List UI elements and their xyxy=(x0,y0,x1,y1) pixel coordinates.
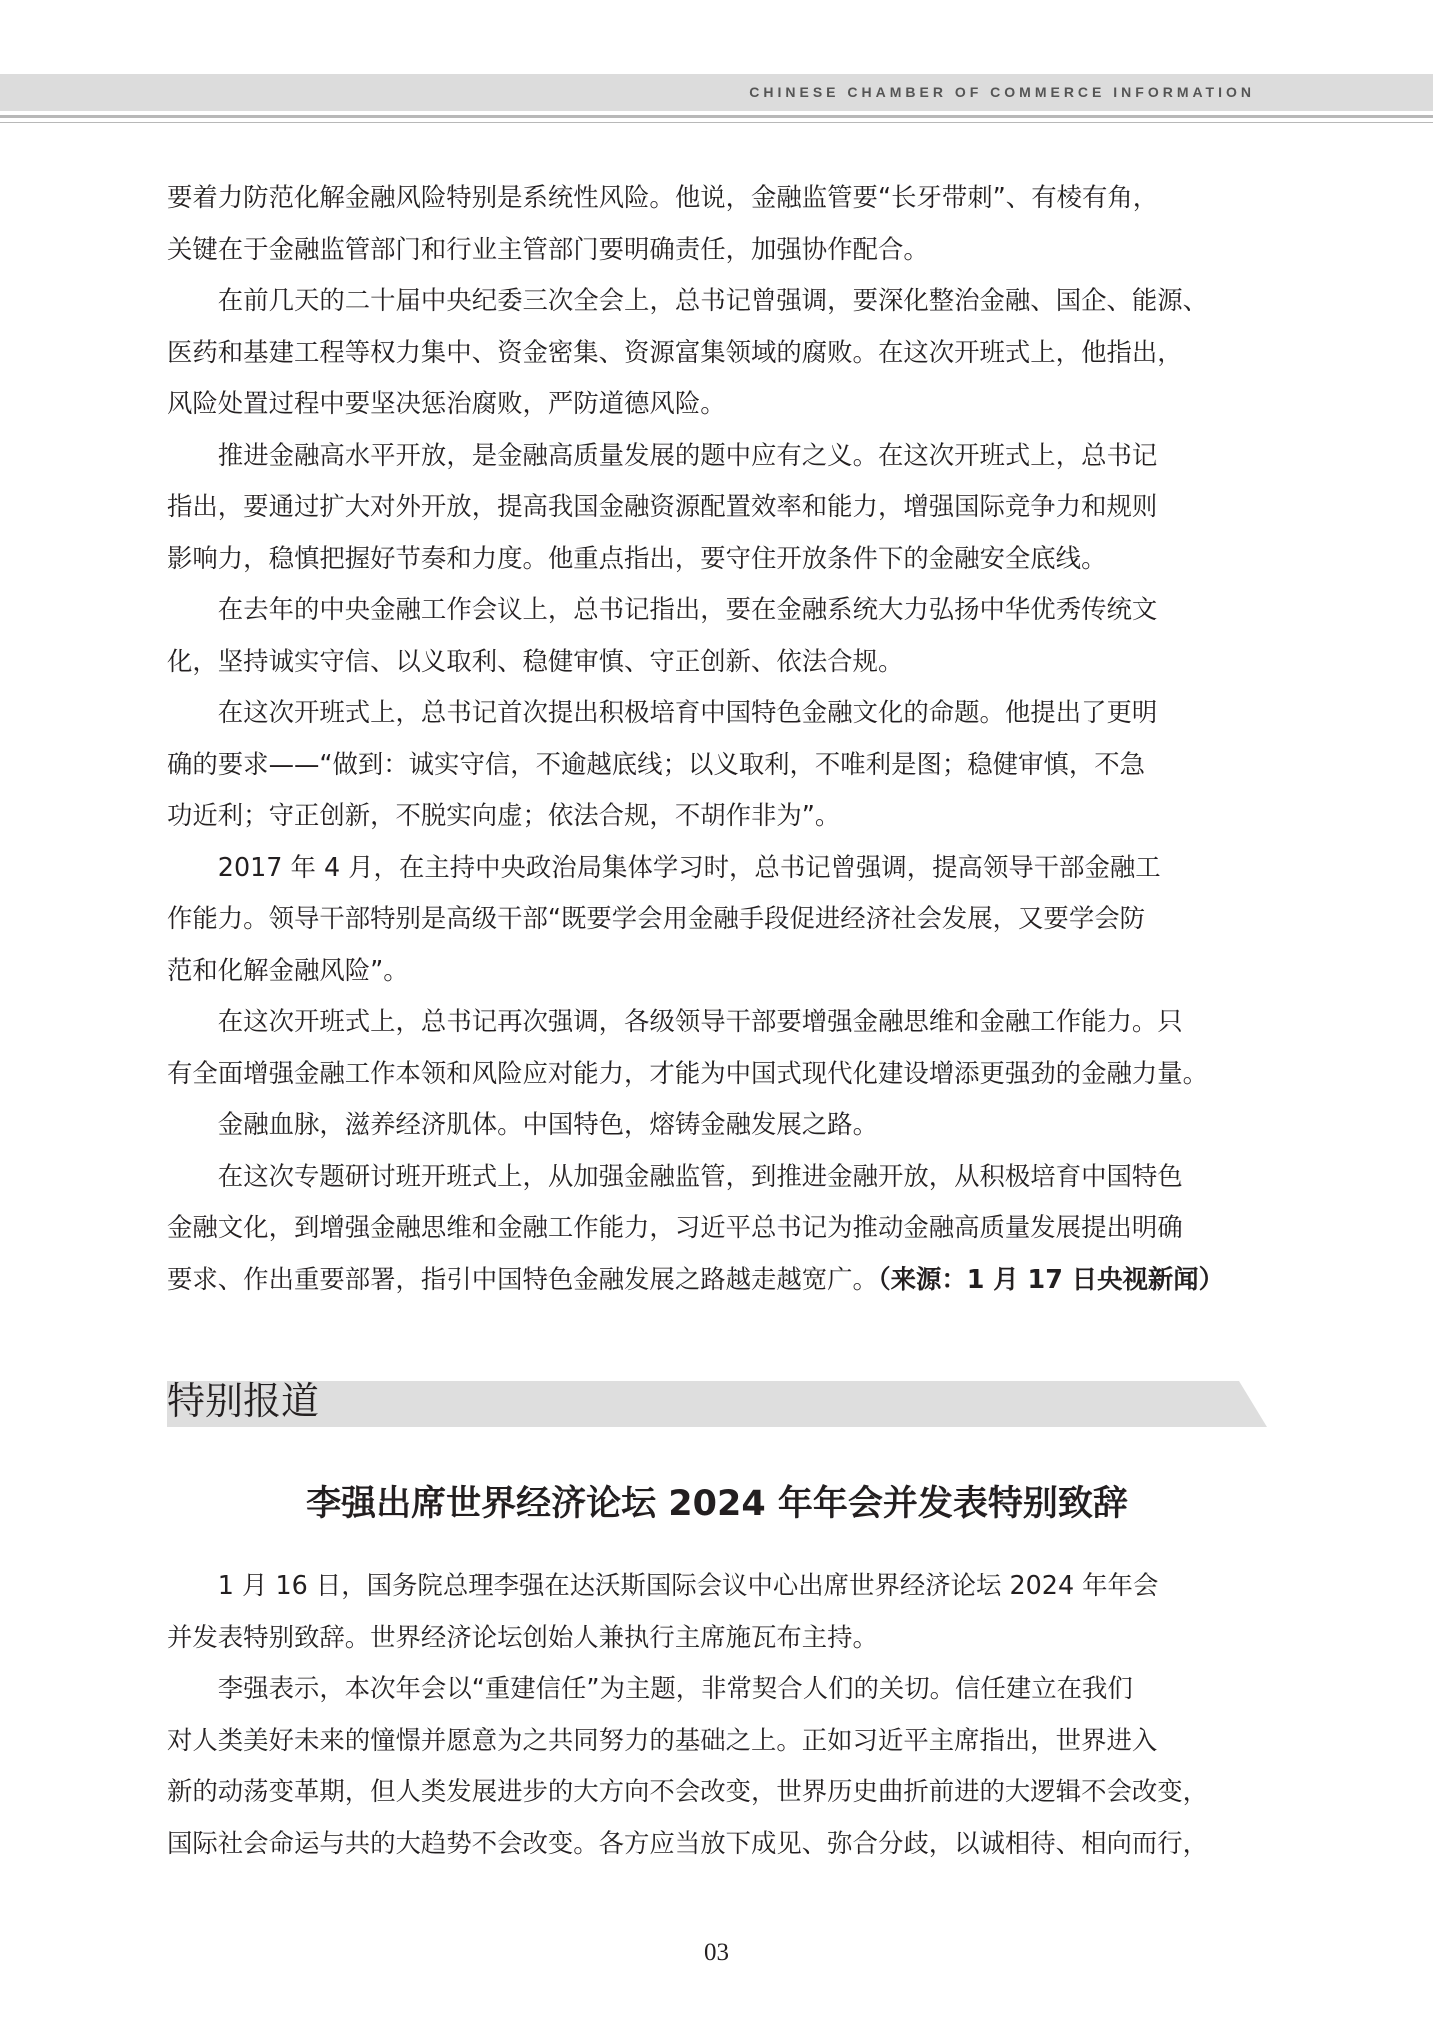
paragraph-line: 2017 年 4 月，在主持中央政治局集体学习时，总书记曾强调，提高领导干部金融工 xyxy=(217,851,1161,882)
paragraph-line: 指出，要通过扩大对外开放，提高我国金融资源配置效率和能力，增强国际竞争力和规则 xyxy=(167,491,1158,521)
paragraph-line: 范和化解金融风险”。 xyxy=(167,954,409,985)
paragraph-line: 要着力防范化解金融风险特别是系统性风险。他说，金融监管要“长牙带刺”、有棱有角， xyxy=(167,182,1159,212)
page-number: 03 xyxy=(704,1939,729,1966)
article-1-body xyxy=(167,172,1267,1305)
paragraph-line: 国际社会命运与共的大趋势不会改变。各方应当放下成见、弥合分歧，以诚相待、相向而行， xyxy=(167,1827,1209,1858)
paragraph-line: 金融文化，到增强金融思维和金融工作能力，习近平总书记为推动金融高质量发展提出明确 xyxy=(167,1212,1183,1242)
paragraph-line: 并发表特别致辞。世界经济论坛创始人兼执行主席施瓦布主持。 xyxy=(167,1621,878,1652)
paragraph-line: 在去年的中央金融工作会议上，总书记指出，要在金融系统大力弘扬中华优秀传统文 xyxy=(217,594,1158,624)
paragraph-line: 作能力。领导干部特别是高级干部“既要学会用金融手段促进经济社会发展，又要学会防 xyxy=(167,903,1145,933)
paragraph-line: 功近利；守正创新，不脱实向虚；依法合规，不胡作非为”。 xyxy=(167,800,841,830)
paragraph-line: 医药和基建工程等权力集中、资金密集、资源富集领域的腐败。在这次开班式上，他指出， xyxy=(167,336,1183,367)
paragraph-line: 在这次开班式上，总书记再次强调，各级领导干部要增强金融思维和金融工作能力。只 xyxy=(217,1006,1183,1036)
paragraph-line: 1 月 16 日，国务院总理李强在达沃斯国际会议中心出席世界经济论坛 2024 年年会 xyxy=(217,1570,1159,1600)
paragraph-line: 在这次开班式上，总书记首次提出积极培育中国特色金融文化的命题。他提出了更明 xyxy=(217,697,1158,727)
section-header-bar xyxy=(167,1381,1267,1427)
paragraph-line: 关键在于金融监管部门和行业主管部门要明确责任，加强协作配合。 xyxy=(167,233,929,264)
header-rule-thin xyxy=(0,122,1433,123)
paragraph-line: 确的要求——“做到：诚实守信，不逾越底线；以义取利，不唯利是图；稳健审慎，不急 xyxy=(167,748,1145,779)
paragraph-line: 新的动荡变革期，但人类发展进步的大方向不会改变，世界历史曲折前进的大逻辑不会改变， xyxy=(167,1776,1209,1806)
paragraph-line: 在这次专题研讨班开班式上，从加强金融监管，到推进金融开放，从积极培育中国特色 xyxy=(217,1160,1183,1191)
paragraph-line: 在前几天的二十届中央纪委三次全会上，总书记曾强调，要深化整治金融、国企、能源、 xyxy=(217,285,1209,315)
running-header: CHINESE CHAMBER OF COMMERCE INFORMATION xyxy=(749,84,1255,100)
section-title: 特别报道 xyxy=(167,1379,320,1423)
source-note: （来源：1 月 17 日央视新闻） xyxy=(877,1263,1225,1294)
paragraph-line: 风险处置过程中要坚决惩治腐败，严防道德风险。 xyxy=(167,388,726,418)
paragraph-line: 李强表示，本次年会以“重建信任”为主题，非常契合人们的关切。信任建立在我们 xyxy=(217,1673,1133,1703)
paragraph-line: 影响力，稳慎把握好节奏和力度。他重点指出，要守住开放条件下的金融安全底线。 xyxy=(167,542,1107,573)
paragraph-line: 对人类美好未来的憧憬并愿意为之共同努力的基础之上。正如习近平主席指出，世界进入 xyxy=(167,1724,1158,1755)
paragraph-text: 要求、作出重要部署，指引中国特色金融发展之路越走越宽广。 xyxy=(167,1263,878,1294)
article-2-body xyxy=(167,1560,1267,1869)
article-title: 李强出席世界经济论坛 2024 年年会并发表特别致辞 xyxy=(306,1484,1128,1524)
paragraph-line-with-source xyxy=(167,1254,1267,1306)
paragraph-line: 有全面增强金融工作本领和风险应对能力，才能为中国式现代化建设增添更强劲的金融力量。 xyxy=(167,1057,1209,1088)
header-rule-thick xyxy=(0,115,1433,118)
paragraph-line: 推进金融高水平开放，是金融高质量发展的题中应有之义。在这次开班式上，总书记 xyxy=(217,439,1158,470)
paragraph-line: 化，坚持诚实守信、以义取利、稳健审慎、守正创新、依法合规。 xyxy=(167,645,904,676)
paragraph-line: 金融血脉，滋养经济肌体。中国特色，熔铸金融发展之路。 xyxy=(217,1109,878,1139)
